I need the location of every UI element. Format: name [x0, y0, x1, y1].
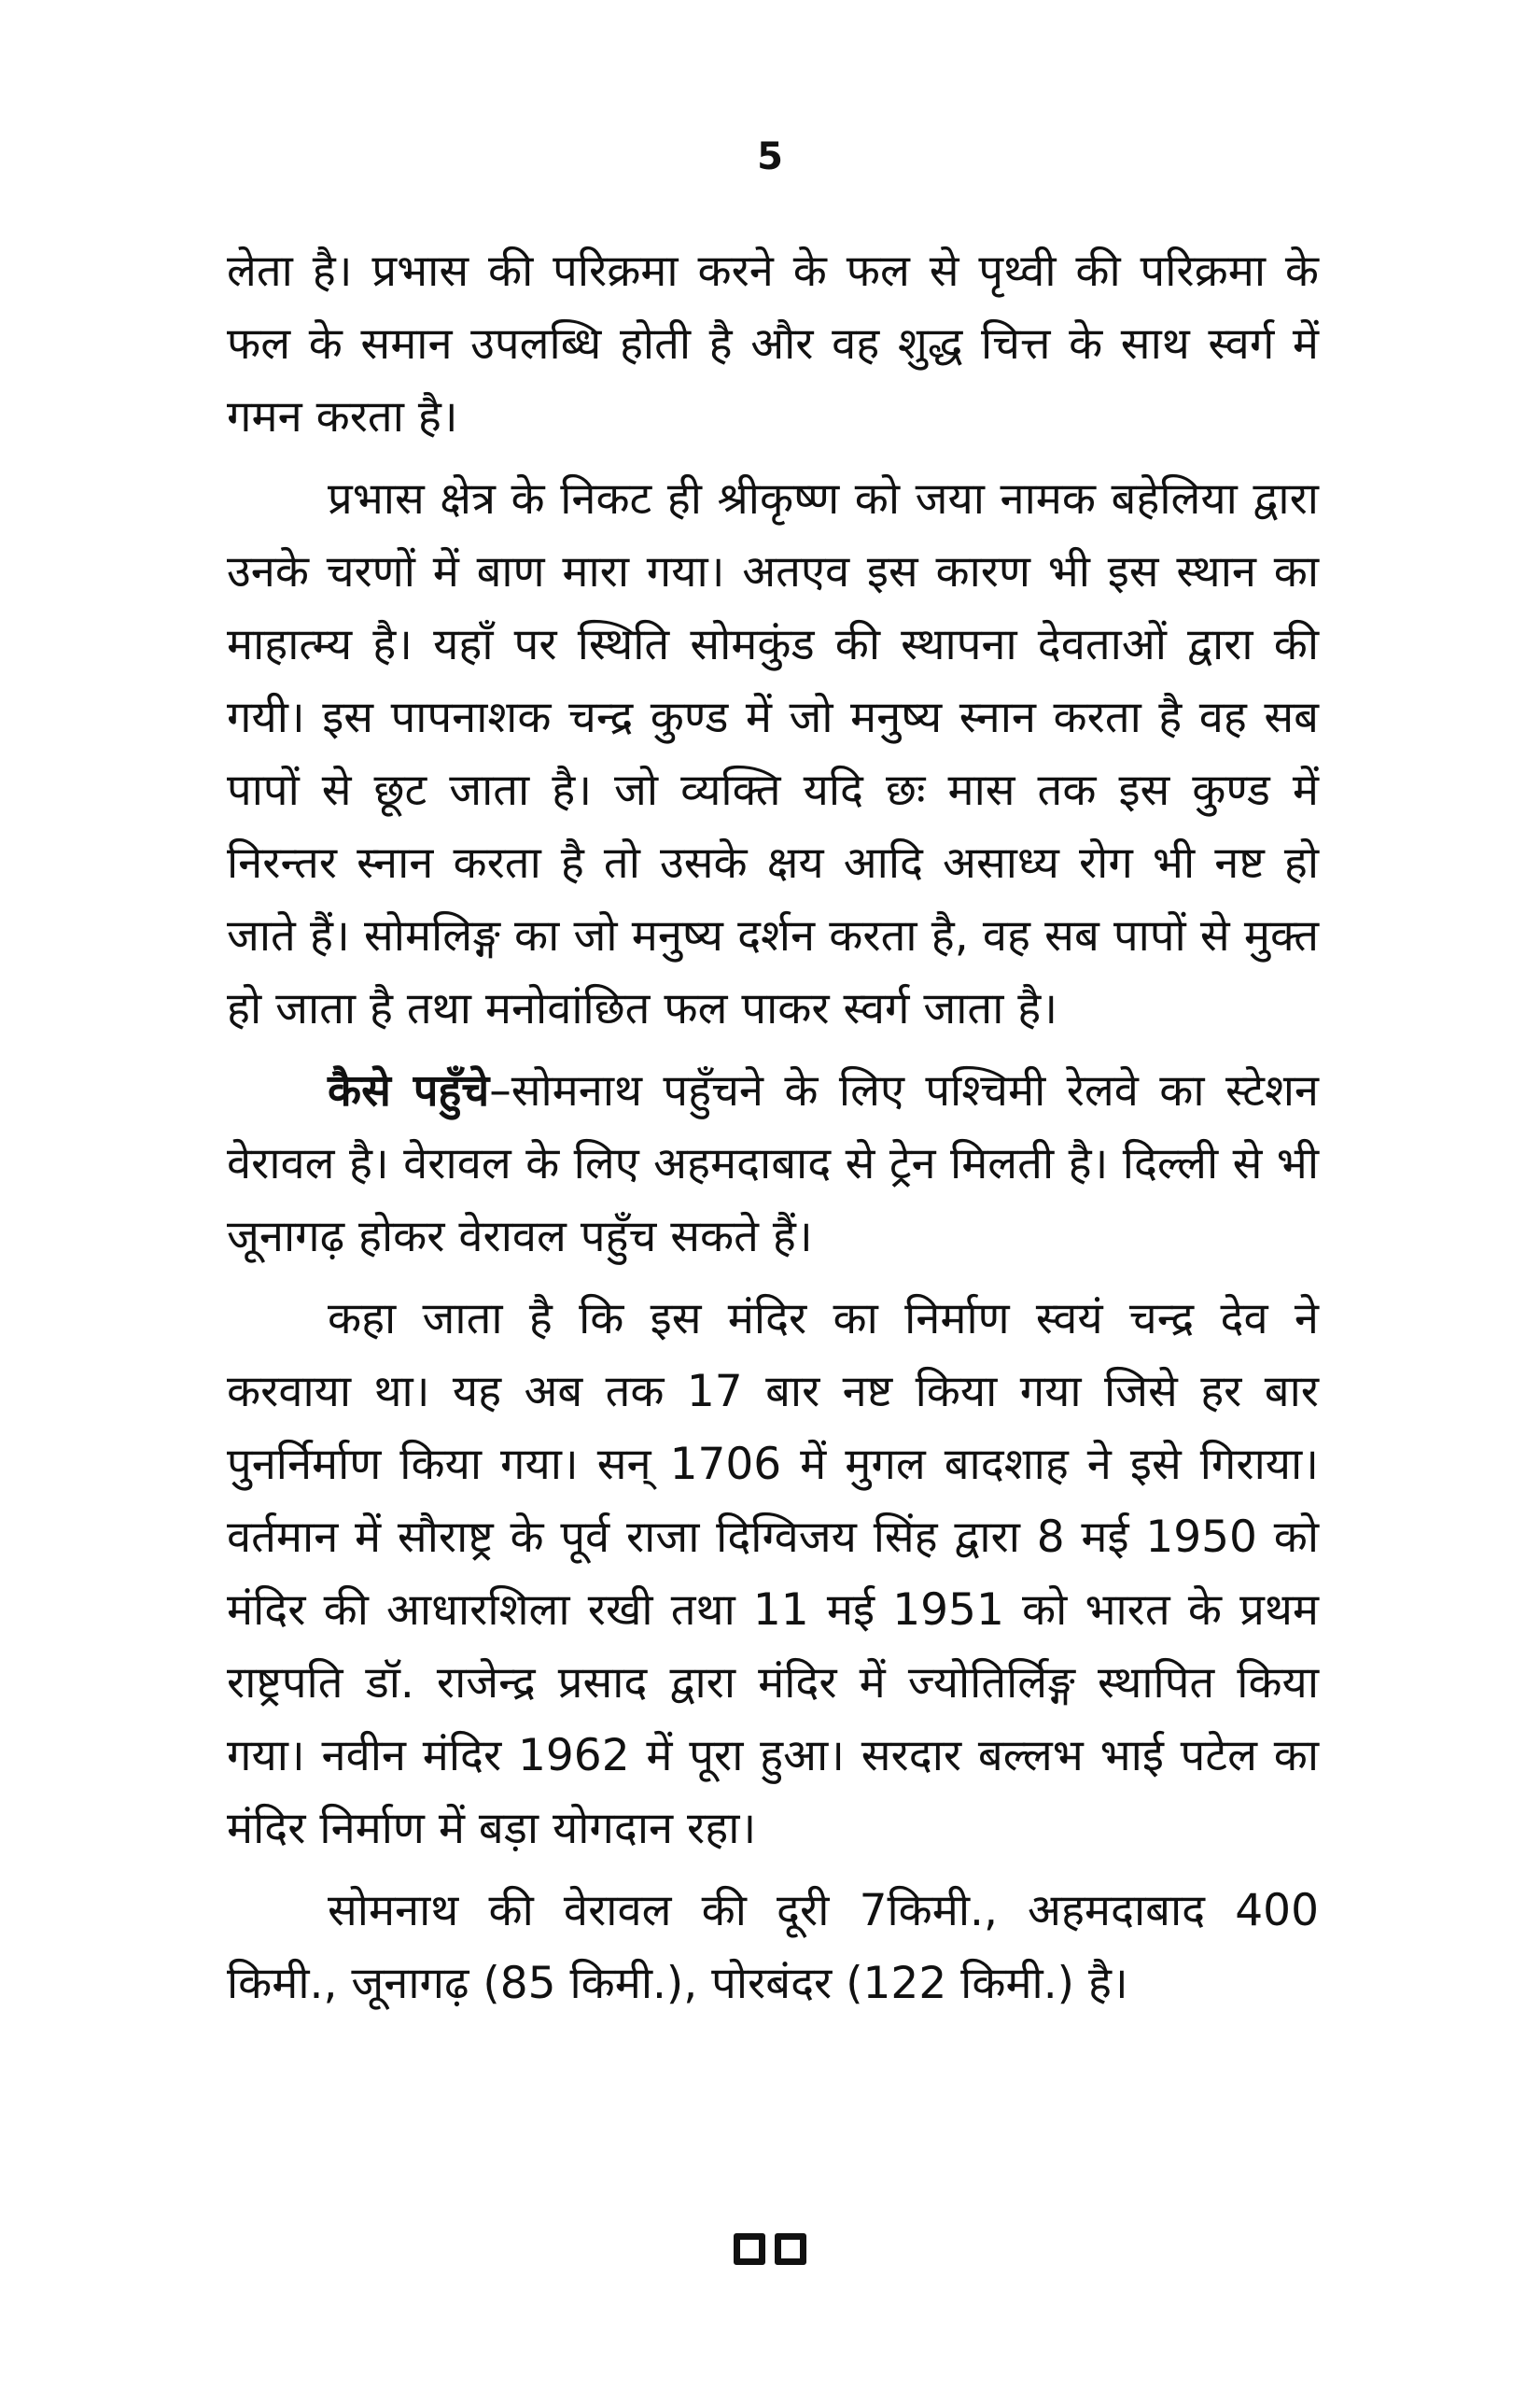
section-heading: कैसे पहुँचे — [328, 1065, 490, 1117]
paragraph-2: प्रभास क्षेत्र के निकट ही श्रीकृष्ण को जया नामक बहेलिया द्वारा उनके चरणों में बाण मारा गया। अतएव इस कारण भी इस स्थान का माहात्म्य है। यहाँ पर स्थिति सोमकुंड की स्थापना देवताओं द्वारा की गयी। इस पापनाशक चन्द्र कुण्ड में जो मनुष्य स्नान करता है वह सब पापों से छूट जाता है। जो व्यक्ति यदि छः मास तक इस कुण्ड में निरन्तर स्नान करता है तो उसके क्षय आदि असाध्य रोग भी नष्ट हो जाते हैं। सोमलिङ्ग का जो मनुष्य दर्शन करता है, वह सब पापों से मुक्त हो जाता है तथा मनोवांछित फल पाकर स्वर्ग जाता है। — [227, 473, 1319, 1034]
paragraph-5: सोमनाथ की वेरावल की दूरी 7किमी., अहमदाबाद 400 किमी., जूनागढ़ (85 किमी.), पोरबंदर (122 किमी.) है। — [227, 1885, 1319, 2009]
square-icon — [775, 2233, 806, 2265]
double-square-icon — [0, 2233, 1540, 2265]
paragraph-1: लेता है। प्रभास की परिक्रमा करने के फल से पृथ्वी की परिक्रमा के फल के समान उपलब्धि होती है और वह शुद्ध चित्त के साथ स्वर्ग में गमन करता है। — [227, 246, 1319, 443]
paragraph-3-text: –सोमनाथ पहुँचने के लिए पश्चिमी रेलवे का स्टेशन वेरावल है। वेरावल के लिए अहमदाबाद से ट्रेन मिलती है। दिल्ली से भी जूनागढ़ होकर वेरावल पहुँच सकते हैं। — [227, 1065, 1319, 1262]
paragraph-3 — [227, 1055, 1319, 1273]
paragraph-4: कहा जाता है कि इस मंदिर का निर्माण स्वयं चन्द्र देव ने करवाया था। यह अब तक 17 बार नष्ट किया गया जिसे हर बार पुनर्निर्माण किया गया। सन् 1706 में मुगल बादशाह ने इसे गिराया। वर्तमान में सौराष्ट्र के पूर्व राजा दिग्विजय सिंह द्वारा 8 मई 1950 को मंदिर की आधारशिला रखी तथा 11 मई 1951 को भारत के प्रथम राष्ट्रपति डॉ. राजेन्द्र प्रसाद द्वारा मंदिर में ज्योतिर्लिङ्ग स्थापित किया गया। नवीन मंदिर 1962 में पूरा हुआ। सरदार बल्लभ भाई पटेल का मंदिर निर्माण में बड़ा योगदान रहा। — [227, 1293, 1319, 1854]
page-number: 5 — [757, 135, 783, 178]
square-icon — [734, 2233, 765, 2265]
body-text — [227, 235, 1319, 2030]
